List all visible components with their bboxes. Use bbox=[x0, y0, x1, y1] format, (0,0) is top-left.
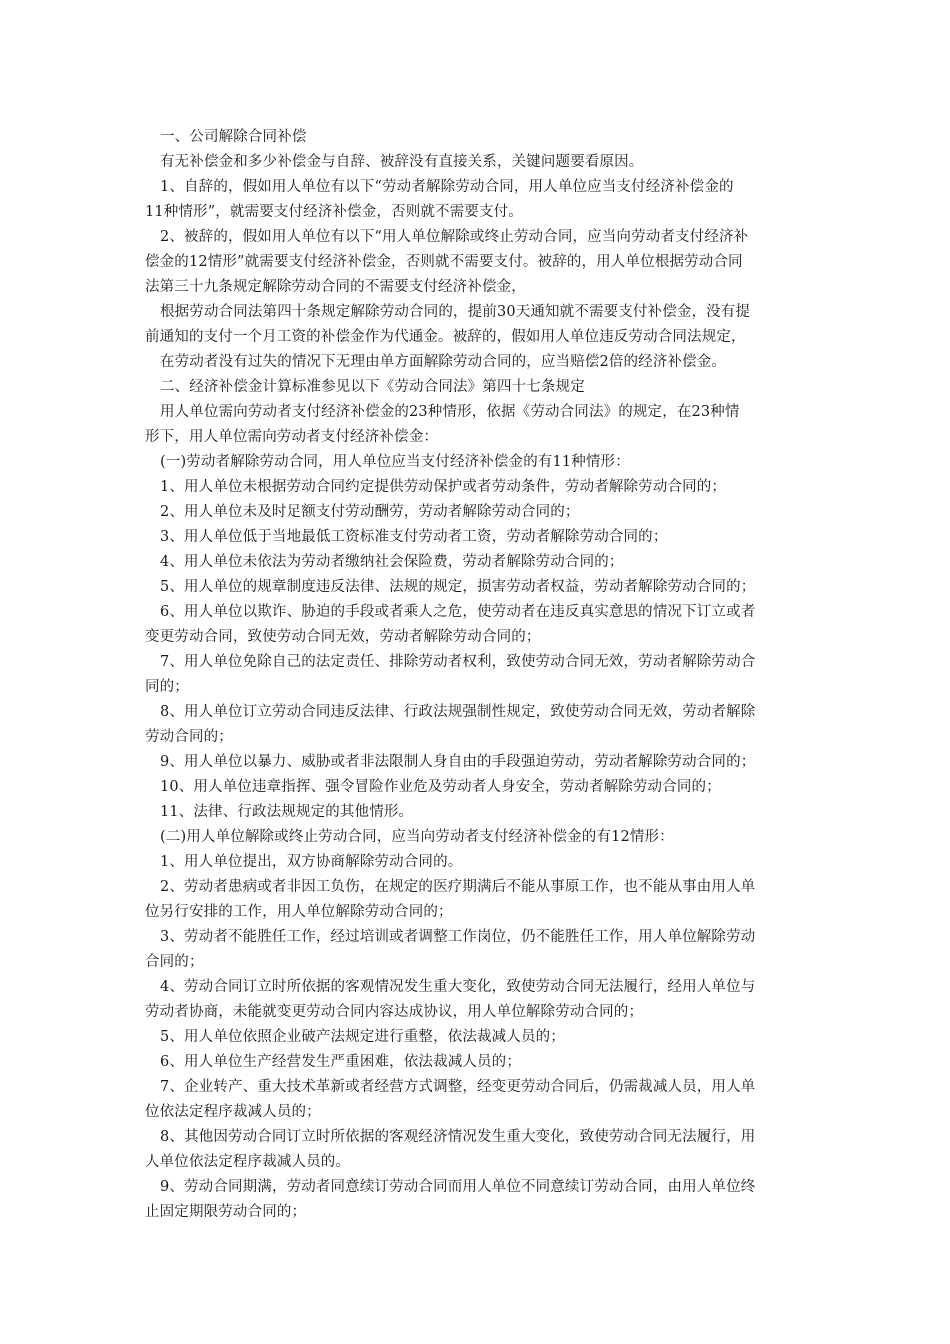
paragraph-line: 止固定期限劳动合同的； bbox=[145, 1204, 307, 1220]
paragraph-line: 1、用人单位未根据劳动合同约定提供劳动保护或者劳动条件，劳动者解除劳动合同的； bbox=[160, 479, 727, 495]
paragraph-line: 一、公司解除合同补偿 bbox=[160, 129, 307, 145]
paragraph bbox=[145, 350, 813, 375]
paragraph bbox=[145, 150, 813, 175]
paragraph-line: 3、劳动者不能胜任工作，经过培训或者调整工作岗位，仍不能胜任工作，用人单位解除劳动 bbox=[160, 929, 756, 945]
paragraph bbox=[145, 750, 813, 775]
paragraph-line: 7、企业转产、重大技术革新或者经营方式调整，经变更劳动合同后，仍需裁减人员，用人单 bbox=[160, 1079, 756, 1095]
paragraph-line: 有无补偿金和多少补偿金与自辞、被辞没有直接关系，关键问题要看原因。 bbox=[160, 154, 644, 170]
paragraph bbox=[145, 525, 813, 550]
paragraph bbox=[145, 500, 813, 525]
paragraph-line: 4、劳动合同订立时所依据的客观情况发生重大变化，致使劳动合同无法履行，经用人单位与 bbox=[160, 979, 756, 995]
paragraph bbox=[145, 300, 813, 350]
paragraph bbox=[145, 850, 813, 875]
paragraph-line: 2、劳动者患病或者非因工负伤，在规定的医疗期满后不能从事原工作，也不能从事由用人单 bbox=[160, 879, 756, 895]
paragraph-line: 7、用人单位免除自己的法定责任、排除劳动者权利，致使劳动合同无效，劳动者解除劳动合 bbox=[160, 654, 756, 670]
paragraph-line: 1、用人单位提出，双方协商解除劳动合同的。 bbox=[160, 854, 463, 870]
paragraph bbox=[145, 800, 813, 825]
paragraph-line: 11、法律、行政法规规定的其他情形。 bbox=[160, 804, 414, 820]
paragraph-line: 劳动者协商，未能就变更劳动合同内容达成协议，用人单位解除劳动合同的； bbox=[145, 1004, 644, 1020]
paragraph-line: 位另行安排的工作，用人单位解除劳动合同的； bbox=[145, 904, 453, 920]
paragraph-line: 偿金的12情形”就需要支付经济补偿金，否则就不需要支付。被辞的，用人单位根据劳动合同 bbox=[145, 254, 743, 270]
paragraph bbox=[145, 550, 813, 575]
paragraph-line: 9、用人单位以暴力、威胁或者非法限制人身自由的手段强迫劳动，劳动者解除劳动合同的； bbox=[160, 754, 756, 770]
paragraph bbox=[145, 1075, 813, 1125]
paragraph bbox=[145, 575, 813, 600]
paragraph-line: 形下，用人单位需向劳动者支付经济补偿金： bbox=[145, 429, 438, 445]
paragraph-line: 1、自辞的，假如用人单位有以下“劳动者解除劳动合同，用人单位应当支付经济补偿金的 bbox=[160, 179, 734, 195]
paragraph-line: 6、用人单位以欺诈、胁迫的手段或者乘人之危，使劳动者在违反真实意思的情况下订立或者 bbox=[160, 604, 756, 620]
paragraph bbox=[145, 925, 813, 975]
paragraph-line: 3、用人单位低于当地最低工资标准支付劳动者工资，劳动者解除劳动合同的； bbox=[160, 529, 668, 545]
paragraph-line: 根据劳动合同法第四十条规定解除劳动合同的，提前30天通知就不需要支付补偿金，没有提 bbox=[160, 304, 751, 320]
paragraph-line: 二、经济补偿金计算标准参见以下《劳动合同法》第四十七条规定 bbox=[160, 379, 585, 395]
document-body bbox=[145, 125, 813, 1225]
paragraph-line: 前通知的支付一个月工资的补偿金作为代通金。被辞的，假如用人单位违反劳动合同法规定， bbox=[145, 329, 746, 345]
paragraph-line: 5、用人单位的规章制度违反法律、法规的规定，损害劳动者权益，劳动者解除劳动合同的； bbox=[160, 579, 756, 595]
paragraph-line: 在劳动者没有过失的情况下无理由单方面解除劳动合同的，应当赔偿2倍的经济补偿金。 bbox=[160, 354, 727, 370]
paragraph bbox=[145, 975, 813, 1025]
paragraph bbox=[145, 1175, 813, 1225]
paragraph-line: 10、用人单位违章指挥、强令冒险作业危及劳动者人身安全，劳动者解除劳动合同的； bbox=[160, 779, 721, 795]
paragraph-line: 11种情形”，就需要支付经济补偿金，否则就不需要支付。 bbox=[145, 204, 523, 220]
paragraph bbox=[145, 400, 813, 450]
paragraph-line: (二)用人单位解除或终止劳动合同，应当向劳动者支付经济补偿金的有12情形： bbox=[160, 829, 674, 845]
paragraph-line: 法第三十九条规定解除劳动合同的不需要支付经济补偿金， bbox=[145, 279, 526, 295]
paragraph bbox=[145, 875, 813, 925]
paragraph bbox=[145, 225, 813, 300]
paragraph-line: 变更劳动合同，致使劳动合同无效，劳动者解除劳动合同的； bbox=[145, 629, 541, 645]
paragraph bbox=[145, 475, 813, 500]
paragraph bbox=[145, 600, 813, 650]
paragraph-line: 9、劳动合同期满，劳动者同意续订劳动合同而用人单位不同意续订劳动合同，由用人单位终 bbox=[160, 1179, 756, 1195]
paragraph-line: 8、其他因劳动合同订立时所依据的客观经济情况发生重大变化，致使劳动合同无法履行，用 bbox=[160, 1129, 756, 1145]
paragraph-line: 5、用人单位依照企业破产法规定进行重整，依法裁减人员的； bbox=[160, 1029, 565, 1045]
paragraph bbox=[145, 700, 813, 750]
paragraph bbox=[145, 375, 813, 400]
paragraph-line: 人单位依法定程序裁减人员的。 bbox=[145, 1154, 351, 1170]
paragraph-line: 6、用人单位生产经营发生严重困难，依法裁减人员的； bbox=[160, 1054, 521, 1070]
paragraph-line: 2、用人单位未及时足额支付劳动酬劳，劳动者解除劳动合同的； bbox=[160, 504, 580, 520]
paragraph bbox=[145, 825, 813, 850]
paragraph bbox=[145, 125, 813, 150]
paragraph-line: 同的； bbox=[145, 679, 189, 695]
paragraph-line: 用人单位需向劳动者支付经济补偿金的23种情形，依据《劳动合同法》的规定，在23种情 bbox=[160, 404, 740, 420]
paragraph-line: 劳动合同的； bbox=[145, 729, 233, 745]
paragraph bbox=[145, 1050, 813, 1075]
paragraph-line: 位依法定程序裁减人员的； bbox=[145, 1104, 321, 1120]
paragraph bbox=[145, 1125, 813, 1175]
paragraph bbox=[145, 1025, 813, 1050]
paragraph-line: 2、被辞的，假如用人单位有以下“用人单位解除或终止劳动合同，应当向劳动者支付经济补 bbox=[160, 229, 749, 245]
paragraph-line: 8、用人单位订立劳动合同违反法律、行政法规强制性规定，致使劳动合同无效，劳动者解除 bbox=[160, 704, 756, 720]
paragraph-line: (一)劳动者解除劳动合同，用人单位应当支付经济补偿金的有11种情形： bbox=[160, 454, 630, 470]
paragraph bbox=[145, 775, 813, 800]
paragraph-line: 合同的； bbox=[145, 954, 204, 970]
paragraph bbox=[145, 175, 813, 225]
paragraph bbox=[145, 650, 813, 700]
paragraph-line: 4、用人单位未依法为劳动者缴纳社会保险费，劳动者解除劳动合同的； bbox=[160, 554, 624, 570]
paragraph bbox=[145, 450, 813, 475]
